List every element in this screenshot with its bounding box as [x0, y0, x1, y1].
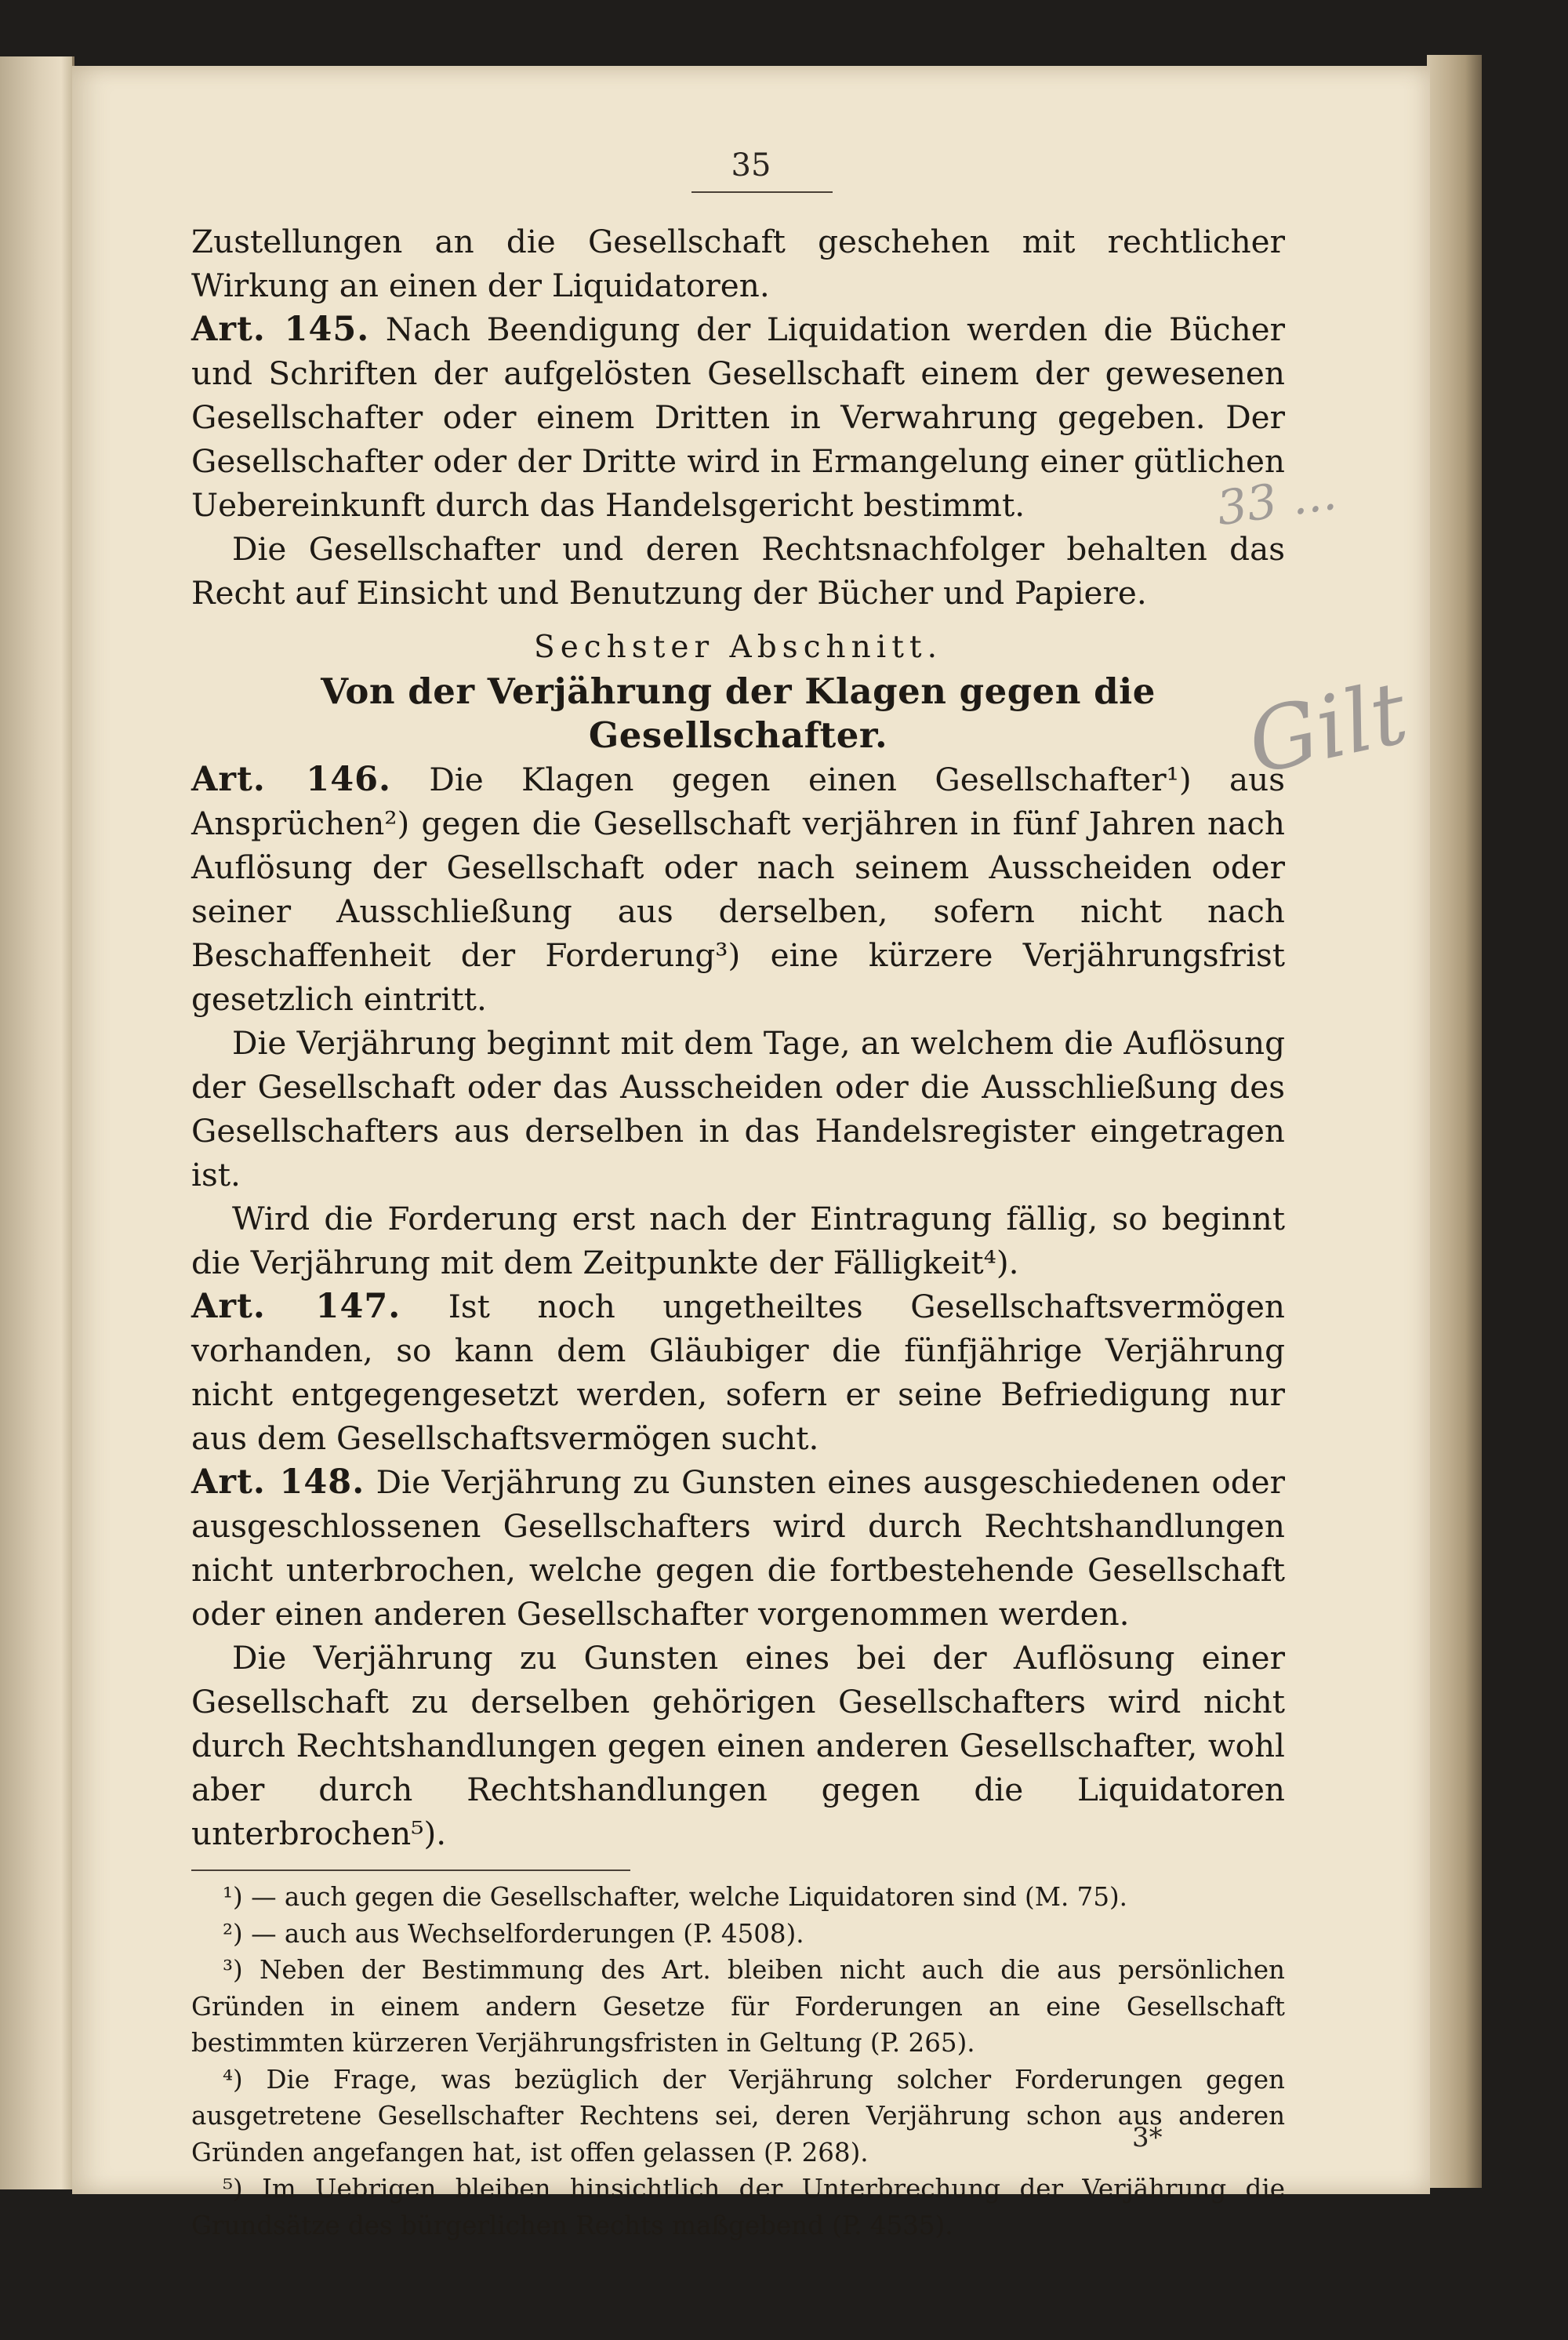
- paragraph-art-145: Art. 145. Nach Beendigung der Liquidation werden die Bücher und Schriften der aufgelösten Gesellschaft einem der gewesenen Gesellschafter oder einem Dritten in Verwahrung gegeben. Der Gesellschafter oder der Dritte wird in Ermangelung einer gütlichen Uebereinkunft durch das Handelsgericht bestimmt.: [191, 310, 1285, 524]
- paragraph-1: Zustellungen an die Gesellschaft geschehen mit rechtlicher Wirkung an einen der Liquidatoren.: [191, 223, 1285, 304]
- article-number: Art. 145.: [191, 310, 370, 349]
- article-number: Art. 146.: [191, 760, 392, 799]
- paragraph-5: Die Verjährung beginnt mit dem Tage, an welchem die Auflösung der Gesellschaft oder das Ausscheiden oder die Ausschließung des Gesellschafters aus derselben in das Handelsregister eingetragen ist.: [191, 1024, 1285, 1194]
- pencil-note-right-margin: Gilt: [1239, 662, 1416, 794]
- footnote-5: ⁵) Im Uebrigen bleiben hinsichtlich der Unterbrechung der Verjährung die Grundsätze des bürgerlichen Rechts maßgebend (P. 4535).: [191, 2174, 1285, 2240]
- footnotes: [191, 1879, 1285, 2244]
- footnote-3: ³) Neben der Bestimmung des Art. bleiben nicht auch die aus persönlichen Gründen in einem andern Gesetze für Forderungen an eine Gesellschaft bestimmten kürzeren Verjährungsfristen in Geltung (P. 265).: [191, 1955, 1285, 2058]
- left-page-edge: [0, 56, 74, 2189]
- section-title: Von der Verjährung der Klagen gegen die Gesellschafter.: [321, 670, 1156, 756]
- article-number: Art. 147.: [191, 1287, 401, 1326]
- book-page: [72, 66, 1430, 2240]
- book-fore-edge: [1427, 55, 1482, 2188]
- footnote-rule: [191, 1869, 630, 1871]
- footnote-4: ⁴) Die Frage, was bezüglich der Verjährung solcher Forderungen gegen ausgetretene Gesellschafter Rechtens sei, deren Verjährung schon aus anderen Gründen angefangen hat, ist offen gelassen (P. 268).: [191, 2064, 1285, 2167]
- page-body: [191, 220, 1285, 2244]
- paragraph-9: Die Verjährung zu Gunsten eines bei der Auflösung einer Gesellschaft zu derselben gehörigen Gesellschafters wird nicht durch Rechtshandlungen gegen einen anderen Gesellschafter, wohl aber durch Rechtshandlungen gegen die Liquidatoren unterbrochen⁵).: [191, 1639, 1285, 1852]
- header-rule: [691, 191, 833, 193]
- footnote-1: ¹) — auch gegen die Gesellschafter, welche Liquidatoren sind (M. 75).: [223, 1882, 1128, 1912]
- article-number: Art. 148.: [191, 1462, 365, 1502]
- paragraph-art-147: Art. 147. Ist noch ungetheiltes Gesellschaftsvermögen vorhanden, so kann dem Gläubiger die fünfjährige Verjährung nicht entgegengesetzt werden, sofern er seine Befriedigung nur aus dem Gesellschaftsvermögen sucht.: [191, 1287, 1285, 1457]
- section-heading: Sechster Abschnitt.: [533, 630, 942, 665]
- page-number: 35: [731, 147, 771, 183]
- paragraph-art-148: Art. 148. Die Verjährung zu Gunsten eines ausgeschiedenen oder ausgeschlossenen Gesellschafters wird durch Rechtshandlungen nicht unterbrochen, welche gegen die fortbestehende Gesellschaft oder einen anderen Gesellschafter vorgenommen werden.: [191, 1462, 1285, 1633]
- paragraph-6: Wird die Forderung erst nach der Eintragung fällig, so beginnt die Verjährung mit dem Zeitpunkte der Fälligkeit⁴).: [191, 1200, 1285, 1281]
- pencil-note-top-right: 33 ...: [1213, 465, 1340, 537]
- footnote-2: ²) — auch aus Wechselforderungen (P. 4508).: [223, 1918, 804, 1949]
- signature-mark: 3*: [1132, 2122, 1163, 2153]
- paragraph-3: Die Gesellschafter und deren Rechtsnachfolger behalten das Recht auf Einsicht und Benutzung der Bücher und Papiere.: [191, 530, 1285, 612]
- paragraph-art-146: Art. 146. Die Klagen gegen einen Gesellschafter¹) aus Ansprüchen²) gegen die Gesellschaft verjähren in fünf Jahren nach Auflösung der Gesellschaft oder nach seinem Ausscheiden oder seiner Ausschließung aus derselben, sofern nicht nach Beschaffenheit der Forderung³) eine kürzere Verjährungsfrist gesetzlich eintritt.: [191, 760, 1285, 1018]
